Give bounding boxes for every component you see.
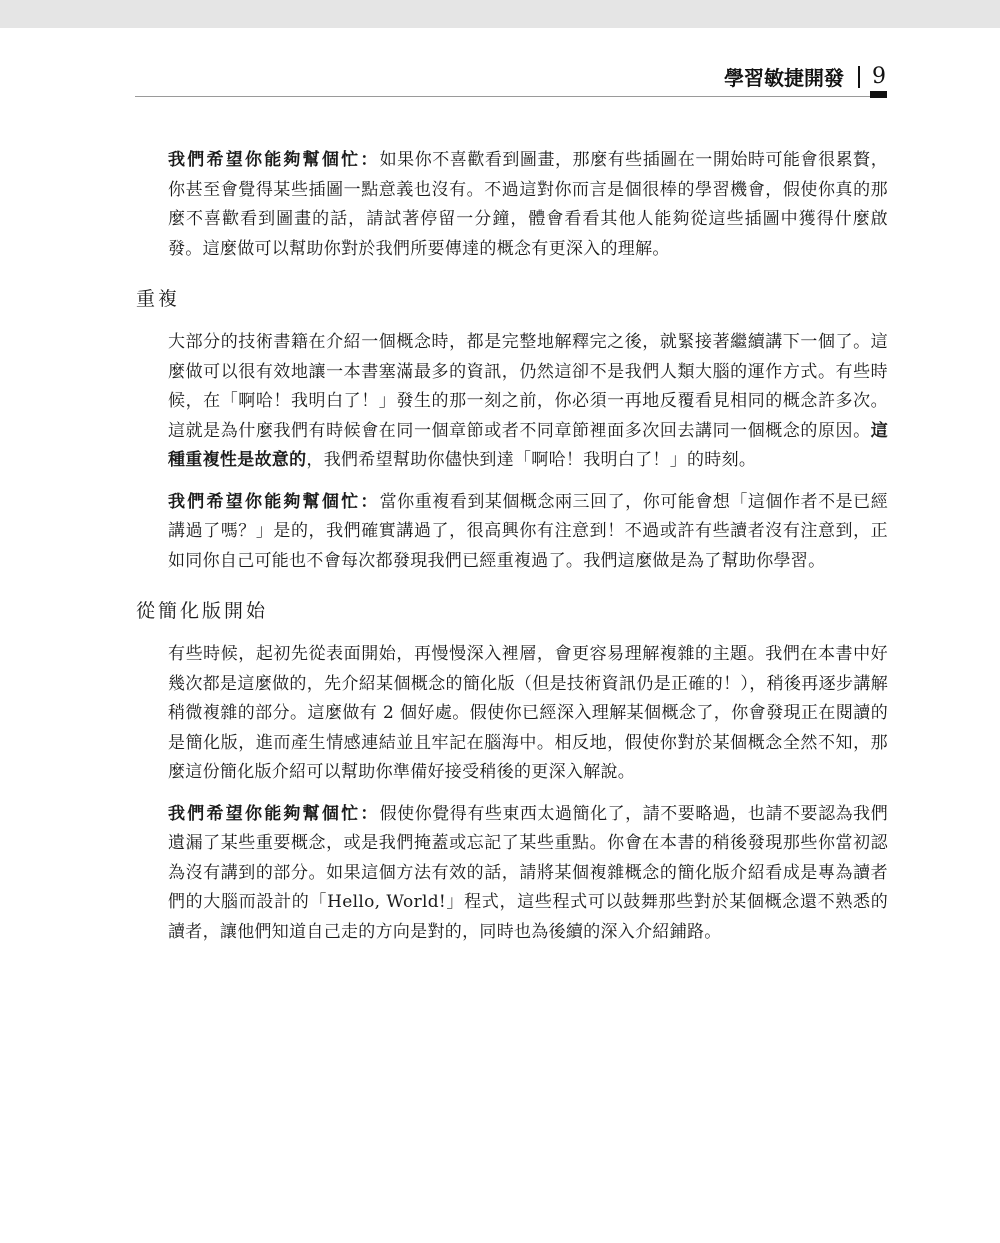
body-text: 有些時候，起初先從表面開始，再慢慢深入裡層，會更容易理解複雜的主題。我們在本書中好幾次都是這麼做的，先介紹某個概念的簡化版（但是技術資訊仍是正確的！），稍後再逐步講解稍微複雜的部分。這麼做有 2 個好處。假使你已經深入理解某個概念了，你會發現正在閱讀的是簡化版，進而產生情感連結並且牢記在腦海中。相反地，假使你對於某個概念全然不知，那麼這份簡化版介紹可以幫助你準備好接受稍後的更深入解說。: [168, 644, 888, 782]
emphasis-text: 這種重複性是故意的: [168, 420, 888, 470]
header-separator: [858, 66, 860, 88]
body-text: 大部分的技術書籍在介紹一個概念時，都是完整地解釋完之後，就緊接著繼續講下一個了。這麼做可以很有效地讓一本書塞滿最多的資訊，仍然這卻不是我們人類大腦的運作方式。有些時候，在「啊哈！我明白了！」發生的那一刻之前，你必須一再地反覆看見相同的概念許多次。這就是為什麼我們有時候會在同一個章節或者不同章節裡面多次回去講同一個概念的原因。: [168, 332, 888, 441]
header-corner-mark: [870, 91, 887, 98]
top-margin-band: [0, 0, 1000, 28]
note-lead: 我們希望你能夠幫個忙：: [168, 150, 380, 170]
running-header: [724, 62, 886, 91]
page-number: 9: [872, 64, 886, 89]
note-text: 當你重複看到某個概念兩三回了，你可能會想「這個作者不是已經講過了嗎？」是的，我們確實講過了，很高興你有注意到！不過或許有些讀者沒有注意到，正如同你自己可能也不會每次都發現我們已經重複過了。我們這麼做是為了幫助你學習。: [168, 491, 888, 571]
section-heading-repetition: 重複: [136, 288, 181, 310]
body-paragraph-repetition: [168, 328, 888, 476]
body-text: ，我們希望幫助你儘快到達「啊哈！我明白了！」的時刻。: [306, 450, 757, 470]
body-paragraph-simplified: [168, 640, 888, 788]
header-rule: [135, 96, 870, 97]
note-text: 假使你覺得有些東西太過簡化了，請不要略過，也請不要認為我們遺漏了某些重要概念，或是我們掩蓋或忘記了某些重點。你會在本書的稍後發現那些你當初認為沒有講到的部分。如果這個方法有效的話，請將某個複雜概念的簡化版介紹看成是專為讀者們的大腦而設計的「Hello, World!」程式，這些程式可以鼓舞那些對於某個概念還不熟悉的讀者，讓他們知道自己走的方向是對的，同時也為後續的深入介紹鋪路。: [168, 803, 888, 942]
note-text: 如果你不喜歡看到圖畫，那麼有些插圖在一開始時可能會很累贅，你甚至會覺得某些插圖一點意義也沒有。不過這對你而言是個很棒的學習機會，假使你真的那麼不喜歡看到圖畫的話，請試著停留一分鐘，體會看看其他人能夠從這些插圖中獲得什麼啟發。這麼做可以幫助你對於我們所要傳達的概念有更深入的理解。: [168, 150, 888, 259]
section-heading-simplified: 從簡化版開始: [136, 600, 269, 622]
page-body: [136, 146, 892, 967]
note-paragraph-repetition: [168, 488, 888, 577]
running-header-title: 學習敏捷開發: [724, 66, 844, 90]
note-lead: 我們希望你能夠幫個忙：: [168, 491, 380, 512]
note-lead: 我們希望你能夠幫個忙：: [168, 803, 380, 824]
note-paragraph-illustrations: [168, 146, 888, 264]
note-paragraph-simplified: [168, 800, 888, 948]
